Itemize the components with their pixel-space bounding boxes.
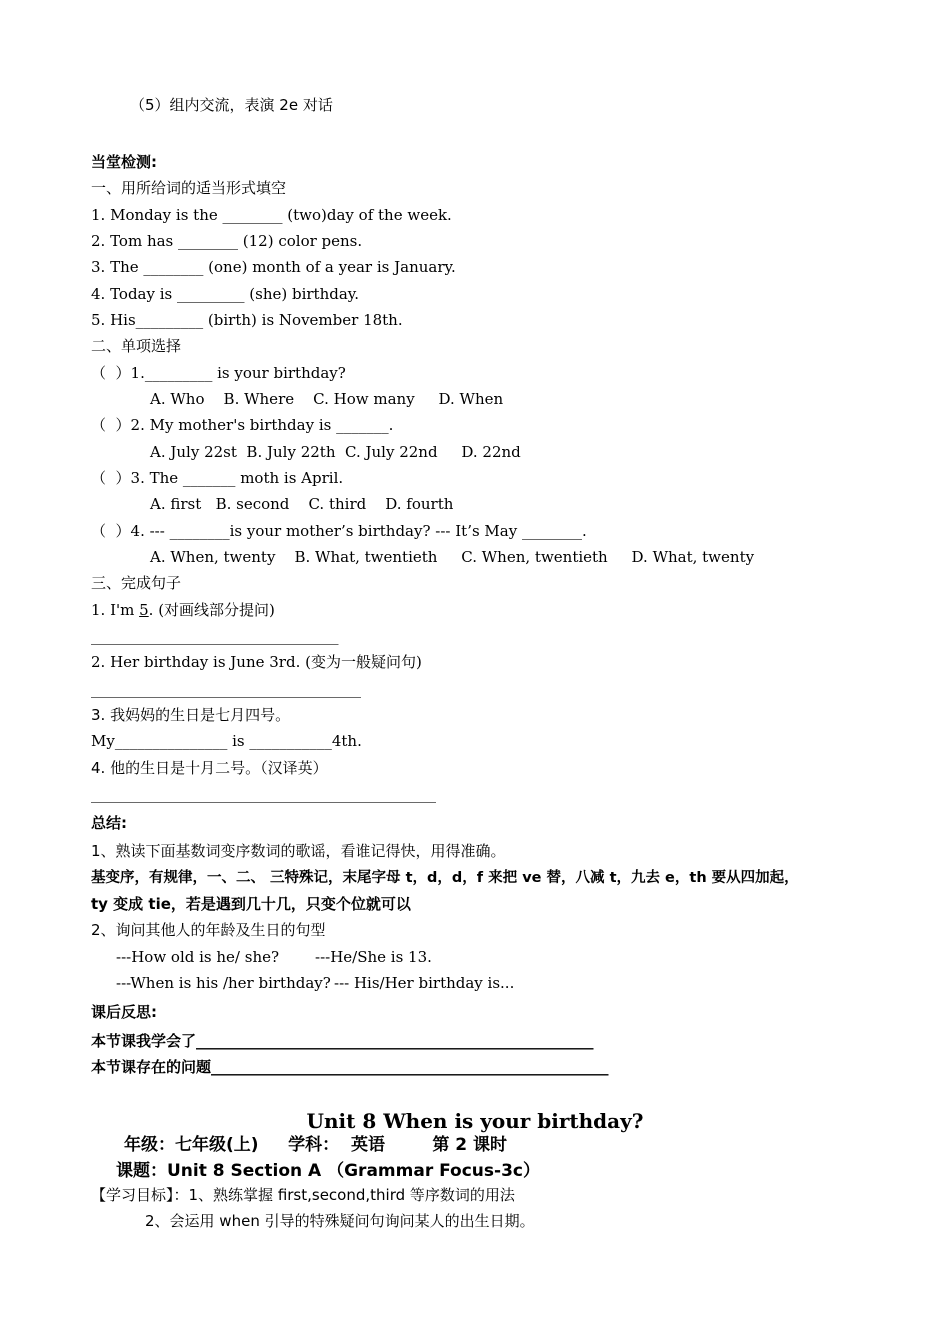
sentence-text: . (对画线部分提问) [148,601,275,619]
sentence-pattern: ---When is his /her birthday? [116,974,331,992]
sentence-item: 4. 他的生日是十月二号。（汉译英） [91,759,328,777]
rhyme-line: ty 变成 tie，若是遇到几十几，只变个位就可以 [91,895,411,913]
part3-heading: 三、完成句子 [91,574,182,592]
summary-point: 2、询问其他人的年龄及生日的句型 [91,921,326,939]
sentence-text: 1. I'm [91,601,140,619]
reflection-line: 本节课存在的问题_____________________________________________________ [91,1058,609,1076]
lesson-topic: 课题：Unit 8 Section A （Grammar Focus-3c） [116,1161,540,1181]
lesson-meta: 年级：七年级(上) 学科： 英语 第 2 课时 [124,1135,507,1155]
choice-options: A. July 22st B. July 22th C. July 22nd D. 22nd [150,443,521,461]
answer-blank: ______________________________________________ [91,785,436,803]
summary-point: 1、熟读下面基数词变序数词的歌谣，看谁记得快，用得准确。 [91,842,506,860]
sentence-item [91,600,275,620]
answer-blank: ____________________________________ [91,680,361,698]
part2-heading: 二、单项选择 [91,337,182,355]
choice-question: （ ）2. My mother's birthday is _______. [91,416,394,434]
check-heading: 当堂检测: [91,153,157,171]
choice-options: A. first B. second C. third D. fourth [150,495,454,513]
fill-item: 1. Monday is the ________ (two)day of the week. [91,206,452,224]
top-item: （5）组内交流，表演 2e 对话 [130,96,333,114]
rhyme-line: 基变序，有规律，一、二、 三特殊记，末尾字母 t，d，d，f 来把 ve 替，八减 t，九去 e，th 要从四加起， [91,870,799,886]
learning-goal: 【学习目标】：1、熟练掌握 first,second,third 等序数词的用法 [91,1186,515,1204]
sentence-item: 3. 我妈妈的生日是七月四号。 [91,706,291,724]
fill-item: 2. Tom has ________ (12) color pens. [91,232,363,250]
lesson-title: Unit 8 When is your birthday? [306,1109,644,1133]
part1-heading: 一、用所给词的适当形式填空 [91,179,287,197]
sentence-item: 2. Her birthday is June 3rd. (变为一般疑问句) [91,653,422,671]
fill-item: 3. The ________ (one) month of a year is January. [91,258,456,276]
reflection-line: 本节课我学会了_____________________________________________________ [91,1032,594,1050]
sentence-pattern: ---He/She is 13. [315,948,432,966]
choice-question: （ ）1._________ is your birthday? [91,364,346,382]
sentence-pattern: --- His/Her birthday is... [334,974,515,992]
learning-goal: 2、会运用 when 引导的特殊疑问句询问某人的出生日期。 [145,1212,535,1230]
fill-item: 4. Today is _________ (she) birthday. [91,285,360,303]
summary-heading: 总结: [91,814,127,832]
fill-item: 5. His_________ (birth) is November 18th. [91,311,403,329]
choice-question: （ ）4. --- ________is your mother’s birthday? --- It’s May ________. [91,522,587,540]
underlined-word: 5 [139,601,149,619]
sentence-pattern: ---How old is he/ she? [116,948,280,966]
reflection-heading: 课后反思: [91,1003,157,1021]
choice-question: （ ）3. The _______ moth is April. [91,469,344,487]
choice-options: A. When, twenty B. What, twentieth C. When, twentieth D. What, twenty [150,548,755,566]
answer-blank: My_______________ is ___________4th. [91,732,362,750]
choice-options: A. Who B. Where C. How many D. When [150,390,504,408]
answer-blank: _________________________________ [91,627,339,645]
